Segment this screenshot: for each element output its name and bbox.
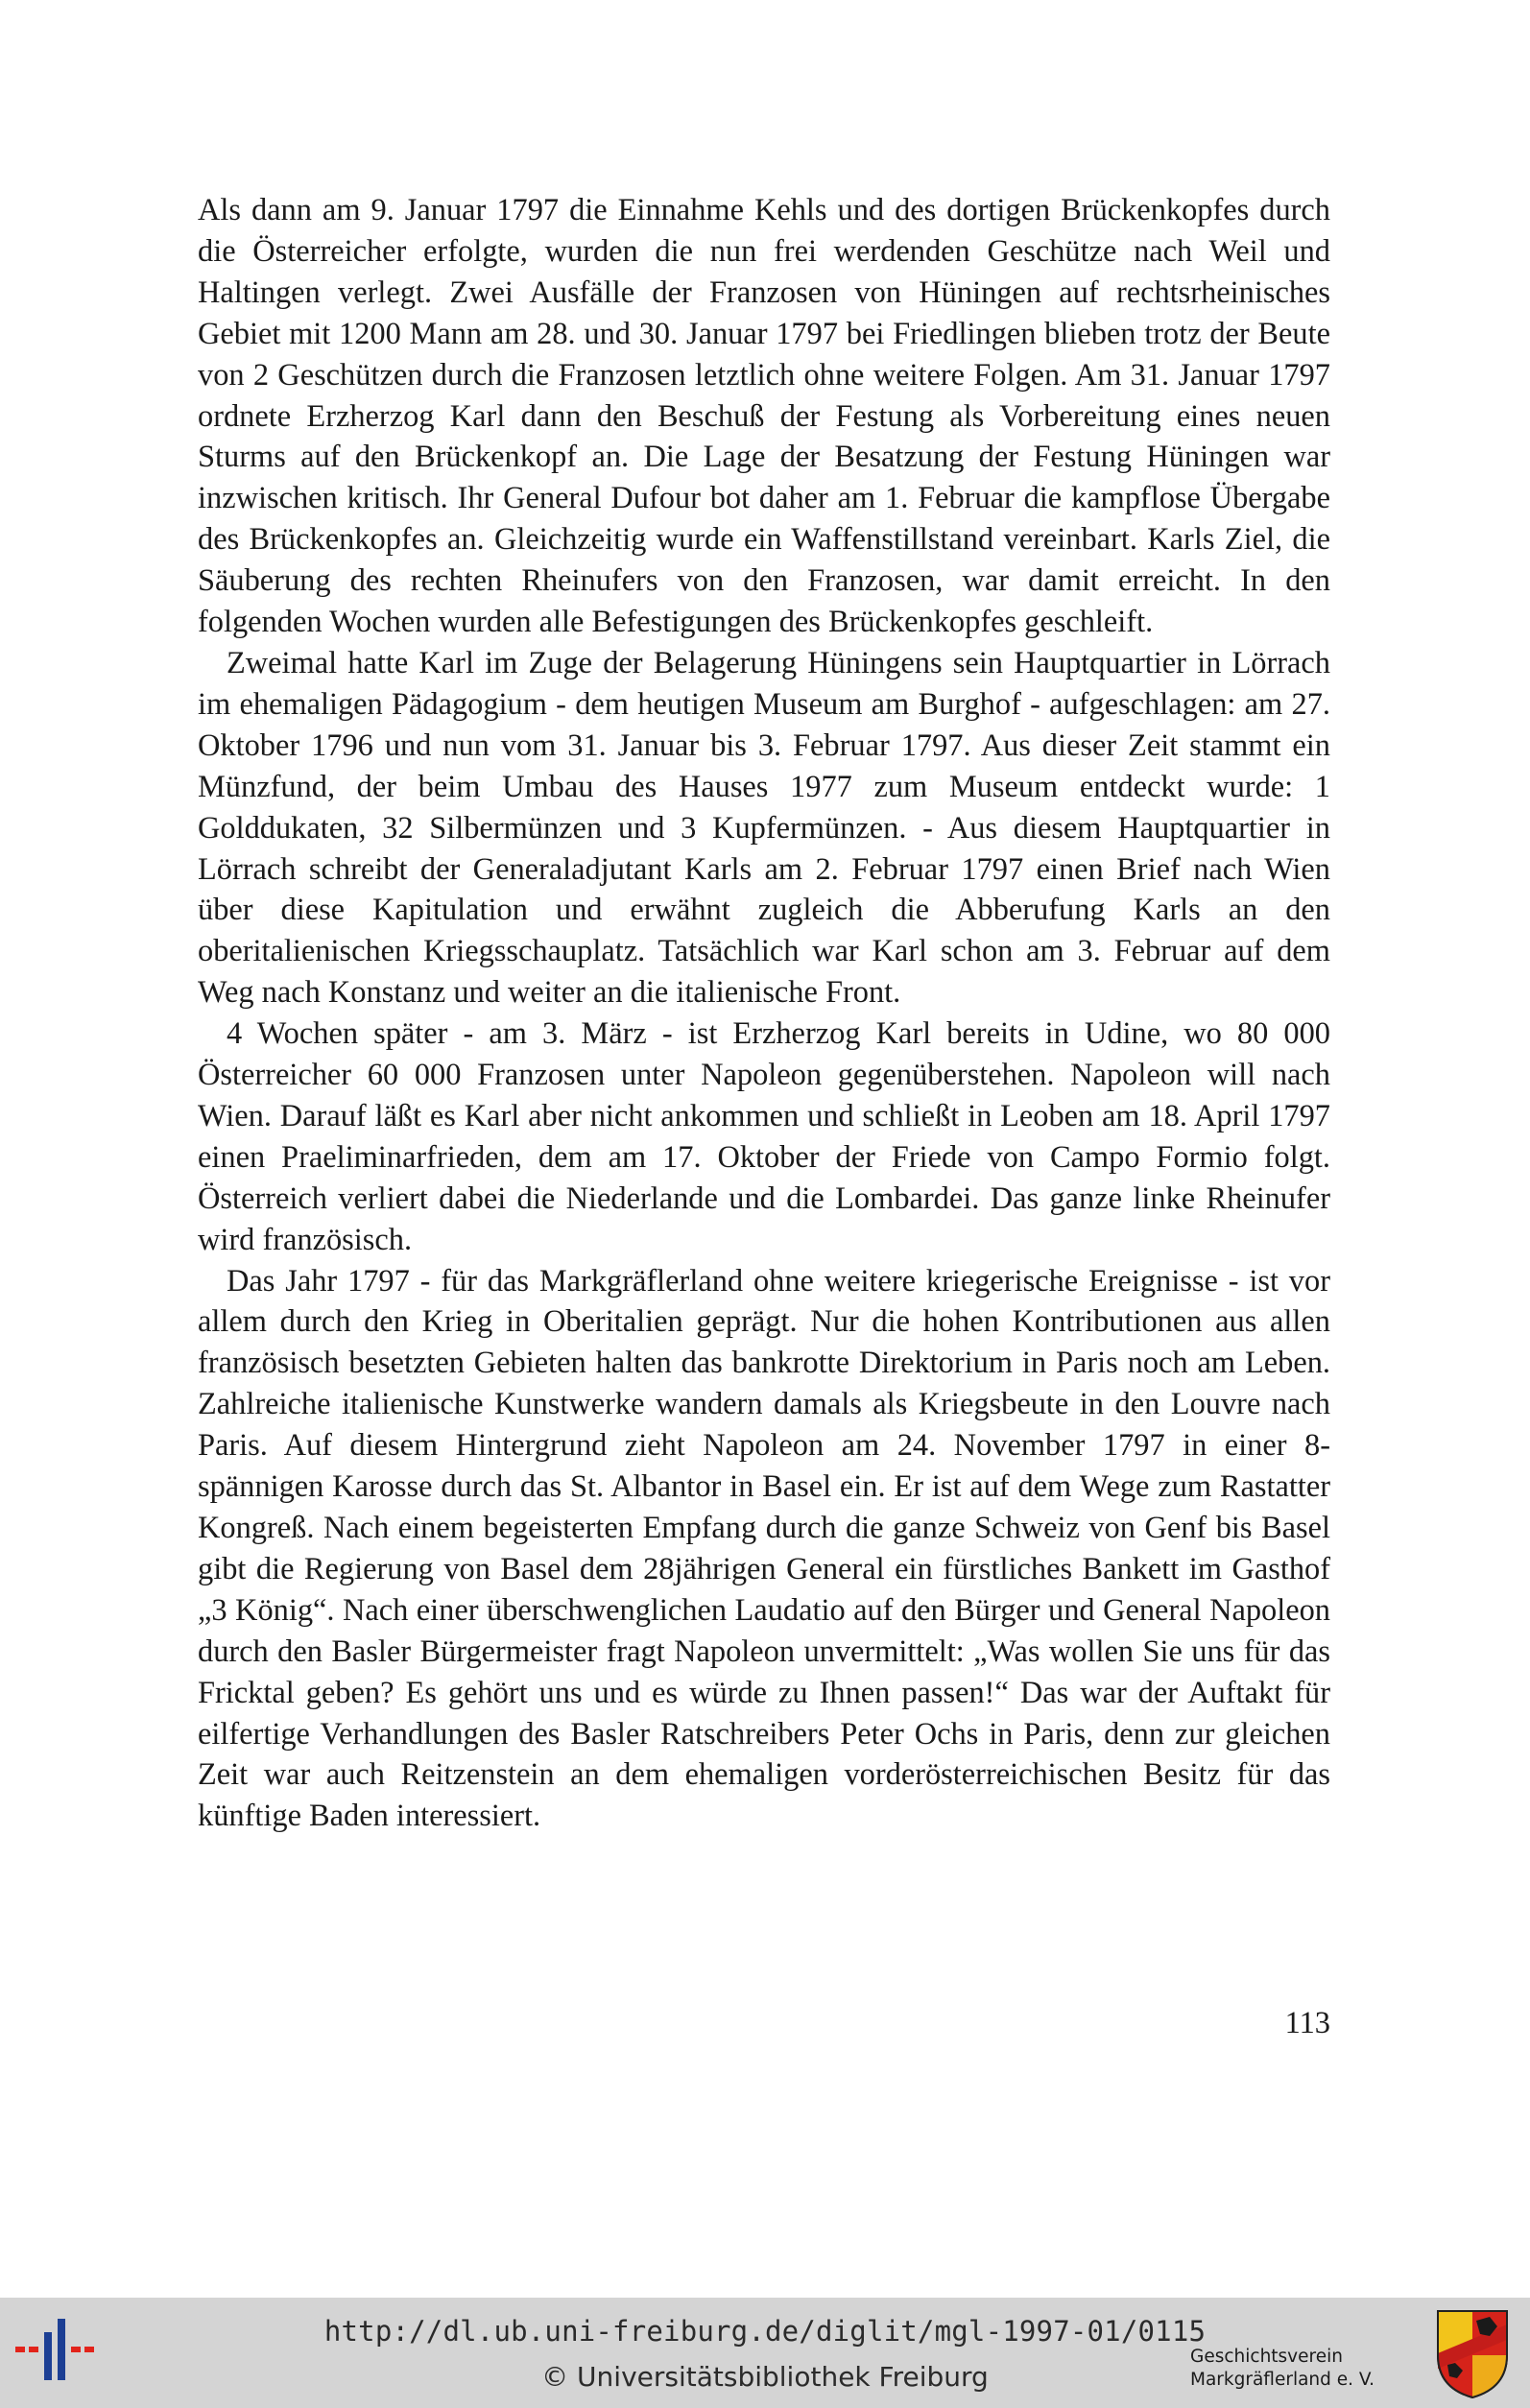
paragraph: 4 Wochen später - am 3. März - ist Erzherzog Karl bereits in Udine, wo 80 000 Österreicher 60 000 Franzosen unter Napoleon gegenüberstehen. Napoleon will nach Wien. Darauf läßt es Karl aber nicht ankommen und schließt in Leoben am 18. April 1797 einen Praeliminarfrieden, dem am 17. Oktober der Friede von Campo Formio folgt. Österreich verliert dabei die Niederlande und die Lombardei. Das ganze linke Rheinufer wird französisch. — [198, 1016, 1330, 1257]
coat-of-arms-icon[interactable] — [1434, 2307, 1511, 2399]
copyright-text: © Universitätsbibliothek Freiburg — [541, 2361, 989, 2393]
society-line-2: Markgräflerland e. V. — [1190, 2370, 1375, 2390]
body-text — [198, 190, 1330, 1837]
paragraph: Das Jahr 1797 - für das Markgräflerland ohne weitere kriegerische Ereignisse - ist vor allem durch den Krieg in Oberitalien geprägt. Nur die hohen Kontributionen aus allen französisch besetzten Gebieten halten das bankrotte Direktorium in Paris noch am Leben. Zahlreiche italienische Kunstwerke wandern damals als Kriegsbeute in den Louvre nach Paris. Auf diesem Hintergrund zieht Napoleon am 24. November 1797 in einer 8-spännigen Karosse durch das St. Albantor in Basel ein. Er ist auf dem Wege zum Rastatter Kongreß. Nach einem begeisterten Empfang durch die ganze Schweiz von Genf bis Basel gibt die Regierung von Basel dem 28jährigen General ein fürstliches Bankett im Gasthof „3 König“. Nach einer überschwenglichen Laudatio auf den Bürger und General Napoleon durch den Basler Bürgermeister fragt Napoleon unvermittelt: „Was wollen Sie uns für das Fricktal geben? Es gehört uns und es würde zu Ihnen passen!“ Das war der Auftakt für eilfertige Verhandlungen des Basler Ratschreibers Peter Ochs in Paris, denn zur gleichen Zeit war auch Reitzenstein an dem ehemaligen vorderösterreichischen Besitz für das künftige Baden interessiert. — [198, 1263, 1330, 1834]
paragraph: Als dann am 9. Januar 1797 die Einnahme Kehls und des dortigen Brückenkopfes durch die Österreicher erfolgte, wurden die nun frei werdenden Geschütze nach Weil und Haltingen verlegt. Zwei Ausfälle der Franzosen von Hüningen auf rechtsrheinisches Gebiet mit 1200 Mann am 28. und 30. Januar 1797 bei Friedlingen blieben trotz der Beute von 2 Geschützen durch die Franzosen letztlich ohne weitere Folgen. Am 31. Januar 1797 ordnete Erzherzog Karl dann den Beschuß der Festung als Vorbereitung eines neuen Sturms auf den Brückenkopf an. Die Lage der Besatzung der Festung Hüningen war inzwischen kritisch. Ihr General Dufour bot daher am 1. Februar die kampflose Übergabe des Brückenkopfes an. Gleichzeitig wurde ein Waffenstillstand vereinbart. Karls Ziel, die Säuberung des rechten Rheinufers von den Franzosen, war damit erreicht. In den folgenden Wochen wurden alle Befestigungen des Brückenkopfes geschleift. — [198, 193, 1330, 640]
document-url-link[interactable]: http://dl.ub.uni-freiburg.de/diglit/mgl-1997-01/0115 — [323, 2315, 1207, 2348]
society-name — [1190, 2346, 1430, 2392]
paragraph: Zweimal hatte Karl im Zuge der Belagerung Hüningens sein Hauptquartier in Lörrach im ehemaligen Pädagogium - dem heutigen Museum am Burghof - aufgeschlagen: am 27. Oktober 1796 und nun vom 31. Januar bis 3. Februar 1797. Aus dieser Zeit stammt ein Münzfund, der beim Umbau des Hauses 1977 zum Museum entdeckt wurde: 1 Golddukaten, 32 Silbermünzen und 3 Kupfermünzen. - Aus diesem Hauptquartier in Lörrach schreibt der Generaladjutant Karls am 2. Februar 1797 einen Brief nach Wien über diese Kapitulation und erwähnt zugleich die Abberufung Karls an den oberitalienischen Kriegsschauplatz. Tatsächlich war Karl schon am 3. Februar auf dem Weg nach Konstanz und weiter an die italienische Front. — [198, 645, 1330, 1011]
society-line-1: Geschichtsverein — [1190, 2347, 1343, 2367]
page-number: 113 — [1284, 2006, 1330, 2040]
